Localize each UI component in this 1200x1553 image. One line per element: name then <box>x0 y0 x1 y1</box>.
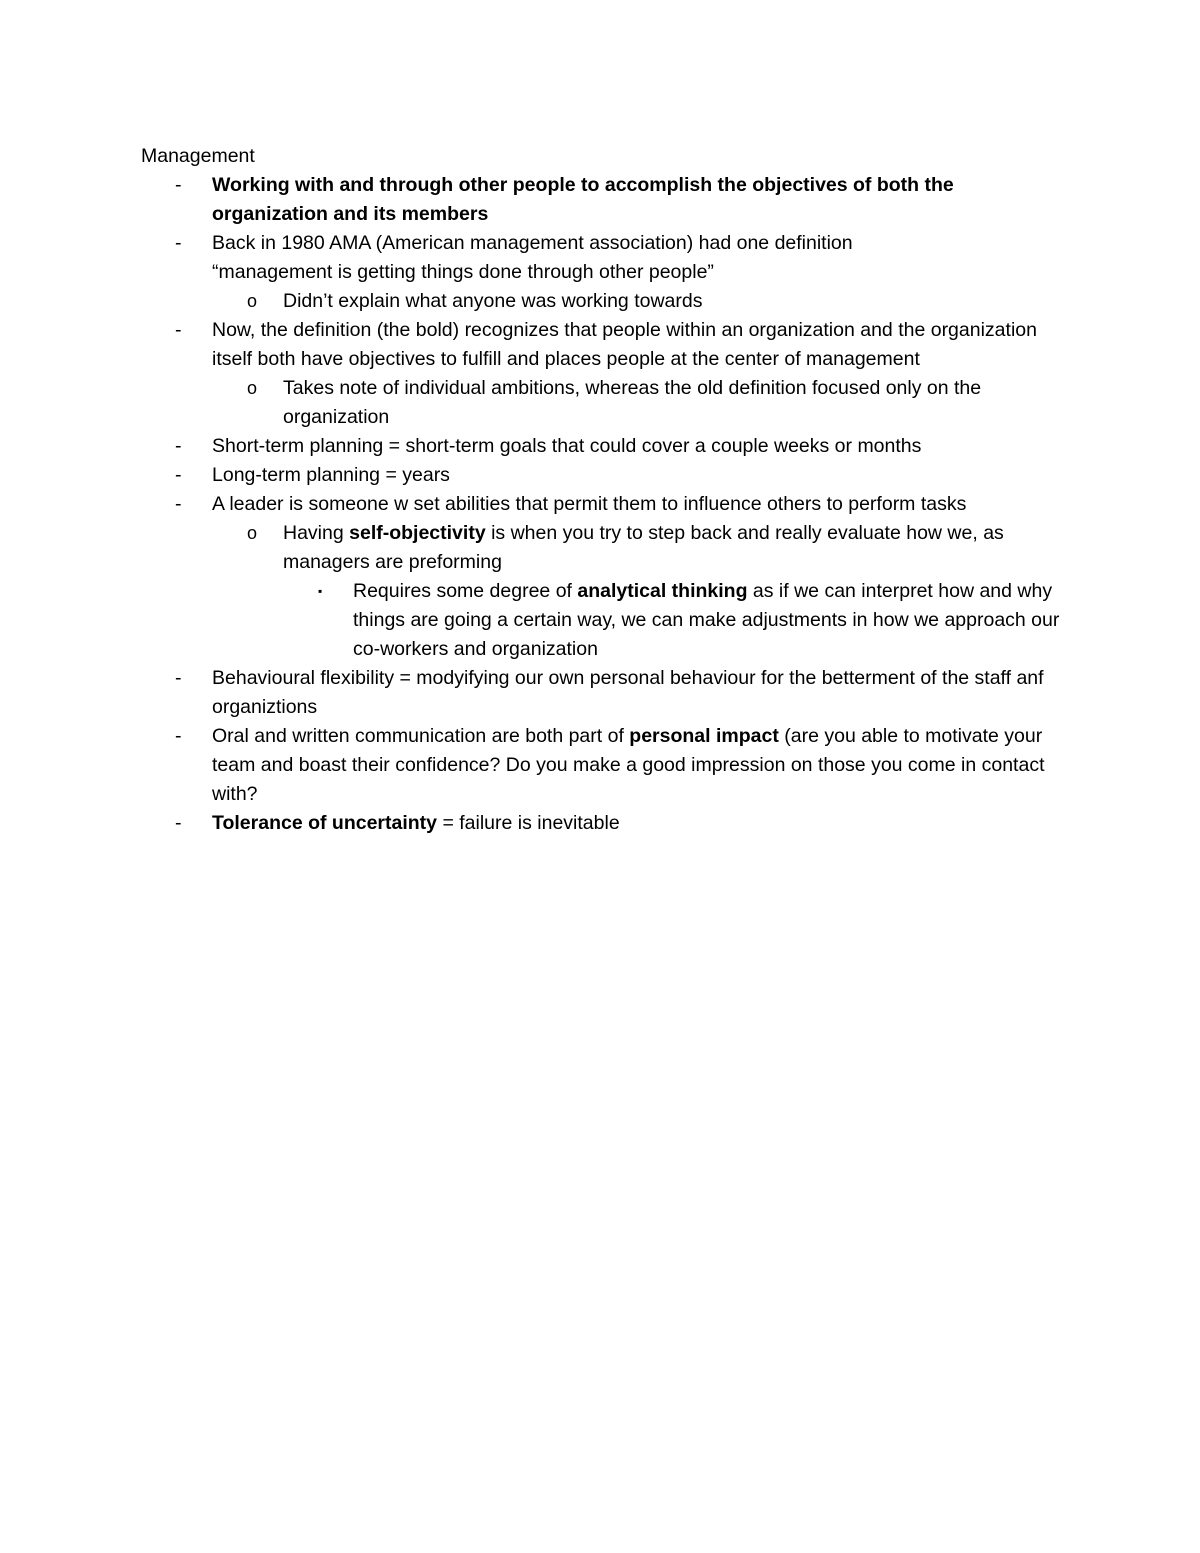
list-item <box>0 229 1200 287</box>
list-item <box>0 809 1200 838</box>
list-item <box>0 287 1200 316</box>
dash-bullet: - <box>175 174 182 196</box>
bold-term: personal impact <box>629 725 779 747</box>
list-item <box>0 490 1200 519</box>
text-run: Requires some degree of <box>353 580 578 602</box>
list-item <box>0 577 1200 664</box>
circle-bullet: o <box>247 291 258 311</box>
dash-bullet: - <box>175 435 182 457</box>
list-item-text: Long-term planning = years <box>212 464 450 486</box>
list-item <box>0 171 1200 229</box>
dash-bullet: - <box>175 667 182 689</box>
list-item-text: Now, the definition (the bold) recognizes that people within an organization and the organization itself both have objectives to fulfill and places people at the center of management <box>212 319 1037 370</box>
dash-bullet: - <box>175 464 182 486</box>
list-item-text <box>353 577 1067 664</box>
list-item-text: Didn’t explain what anyone was working towards <box>283 290 703 312</box>
list-item-text <box>212 809 1067 838</box>
square-bullet: ▪ <box>318 584 323 598</box>
bold-term: self-objectivity <box>349 522 486 544</box>
list-item <box>0 316 1200 374</box>
text-run: is when you try to step back and really evaluate how we, as managers are preforming <box>283 522 1004 573</box>
document-title: Management <box>141 145 255 167</box>
dash-bullet: - <box>175 725 182 747</box>
text-run: Having <box>283 522 350 544</box>
list-item-text: Behavioural flexibility = modyifying our own personal behaviour for the betterment of the staff anf organiztions <box>212 667 1044 718</box>
text-run: (are you able to motivate your team and boast their confidence? Do you make a good impression on those you come in contact with? <box>212 725 1045 805</box>
list-item-text: Takes note of individual ambitions, whereas the old definition focused only on the organization <box>283 377 982 428</box>
bold-term: Tolerance of uncertainty <box>212 812 438 834</box>
text-run: as if we can interpret how and why things are going a certain way, we can make adjustments in how we approach our co-workers and organization <box>353 580 1060 660</box>
text-run: Oral and written communication are both part of <box>212 725 630 747</box>
list-item <box>0 519 1200 577</box>
dash-bullet: - <box>175 319 182 341</box>
list-item <box>0 722 1200 809</box>
dash-bullet: - <box>175 812 182 834</box>
list-item <box>0 374 1200 432</box>
list-item <box>0 461 1200 490</box>
list-item-text <box>212 722 1067 809</box>
list-item <box>0 432 1200 461</box>
list-item-line: Back in 1980 AMA (American management association) had one definition <box>212 232 853 254</box>
list-item-text: A leader is someone w set abilities that permit them to influence others to perform tasks <box>212 493 967 515</box>
dash-bullet: - <box>175 232 182 254</box>
list-item-text <box>212 229 1067 287</box>
list-item-text <box>283 519 1067 577</box>
bullet-list <box>0 171 1200 838</box>
list-item-text: Working with and through other people to accomplish the objectives of both the organization and its members <box>212 174 954 225</box>
circle-bullet: o <box>247 523 258 543</box>
bold-term: analytical thinking <box>577 580 748 602</box>
dash-bullet: - <box>175 493 182 515</box>
list-item-text: Short-term planning = short-term goals that could cover a couple weeks or months <box>212 435 922 457</box>
list-item-line: “management is getting things done through other people” <box>212 261 714 283</box>
list-item <box>0 664 1200 722</box>
circle-bullet: o <box>247 378 258 398</box>
text-run: = failure is inevitable <box>437 812 620 834</box>
